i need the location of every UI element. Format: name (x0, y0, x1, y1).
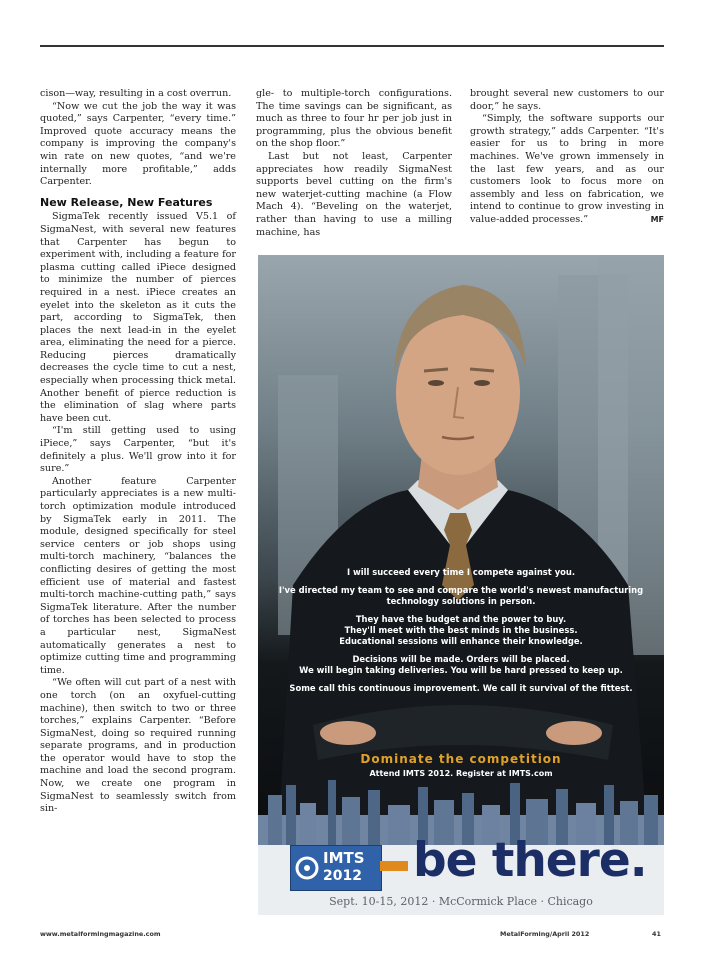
ad-attend-line[interactable]: Attend IMTS 2012. Register at IMTS.com (369, 769, 553, 778)
page-number: 41 (652, 930, 661, 938)
paragraph-text: “Simply, the software supports our growth strategy,” adds Carpenter. “It's easier for us to bring in more machines. We've grown immensely in the last few years, and as our customers look to focus more on assembly and less on fabrication, we intend to continue to grow investing in value-added processes.” (470, 113, 664, 225)
ad-copy-line: Decisions will be made. Orders will be placed. (352, 654, 570, 664)
paragraph: “We often will cut part of a nest with one torch (on an oxyfuel-cutting machine), then switch to two or three torches,” explains Carpenter. “Before SigmaNest, doing so required running separate programs, and in production the operator would have to stop the machine and load the second program. Now, we create one program in SigmaNest to seamlessly switch from sin- (40, 677, 236, 815)
be-there-slogan: be there. (413, 833, 647, 888)
article-column-2 (256, 88, 452, 239)
ad-copy-line: I've directed my team to see and compare the world's newest manufacturing technology solutions in person. (278, 585, 644, 606)
paragraph (470, 113, 664, 226)
ad-copy-line: They'll meet with the best minds in the business. (344, 625, 578, 635)
imts-brand: IMTS (323, 849, 365, 867)
footer-publication: MetalForming/April 2012 (500, 930, 590, 938)
paragraph: gle- to multiple-torch configurations. The time savings can be significant, as much as three to four hr per job just in programming, plus the obvious benefit on the shop floor.” (256, 88, 452, 150)
article-column-3 (470, 88, 664, 227)
paragraph: “I'm still getting used to using iPiece,” says Carpenter, “but it's definitely a plus. We'll grow into it for sure.” (40, 425, 236, 475)
paragraph: Another feature Carpenter particularly appreciates is a new multi-torch optimization module introduced by SigmaTek early in 2011. The module, designed specifically for steel service centers or job shops using multi-torch machinery, “balances the conflicting desires of getting the most efficient use of material and fastest multi-torch machine-cutting path,” says SigmaTek literature. After the number of torches has been selected to process a particular nest, SigmaNest automatically generates a nest to optimize cutting time and programming time. (40, 475, 236, 676)
ad-copy-line: They have the budget and the power to buy. (355, 614, 567, 624)
article-column-1 (40, 88, 236, 816)
ad-copy-line: I will succeed every time I compete against you. (346, 567, 576, 577)
gear-logo-icon (293, 848, 321, 888)
ad-copy (278, 567, 644, 694)
imts-year: 2012 (323, 868, 362, 884)
imts-logo (290, 845, 382, 891)
advertisement[interactable] (258, 255, 664, 915)
end-mark: MF (650, 214, 664, 224)
ad-copy-line: Educational sessions will enhance their knowledge. (339, 636, 583, 646)
top-rule (40, 45, 664, 47)
ad-event-details: Sept. 10-15, 2012 · McCormick Place · Chicago (329, 895, 593, 908)
paragraph: “Now we cut the job the way it was quoted,” says Carpenter, “every time.” Improved quote accuracy means the company is improving the company's win rate on new quotes, “and we're internally more profitable,” adds Carpenter. (40, 100, 236, 188)
footer-website[interactable]: www.metalformingmagazine.com (40, 930, 161, 938)
ad-copy-line: Some call this continuous improvement. We call it survival of the fittest. (289, 683, 633, 693)
ad-headline: Dominate the competition (360, 752, 562, 766)
paragraph: SigmaTek recently issued V5.1 of SigmaNest, with several new features that Carpenter has begun to experiment with, including a feature for plasma cutting called iPiece designed to minimize the number of pierces required in a nest. iPiece creates an eyelet into the skeleton as it cuts the part, according to SigmaTek, then places the next lead-in in the eyelet area, eliminating the need for a pierce. Reducing pierces dramatically decreases the cycle time to cut a nest, especially when processing thick metal. Another benefit of pierce reduction is the elimination of slag where parts have been cut. (40, 211, 236, 424)
section-subhead: New Release, New Features (40, 195, 213, 209)
orange-accent-bar (380, 861, 408, 871)
paragraph: brought several new customers to our door,” he says. (470, 88, 664, 112)
ad-copy-line: We will begin taking deliveries. You will be hard pressed to keep up. (299, 665, 623, 675)
paragraph: Last but not least, Carpenter appreciates how readily SigmaNest supports bevel cutting on the firm's new waterjet-cutting machine (a Flow Mach 4). “Beveling on the waterjet, rather than having to use a milling machine, has (256, 150, 452, 238)
paragraph: cison—way, resulting in a cost overrun. (40, 88, 232, 99)
